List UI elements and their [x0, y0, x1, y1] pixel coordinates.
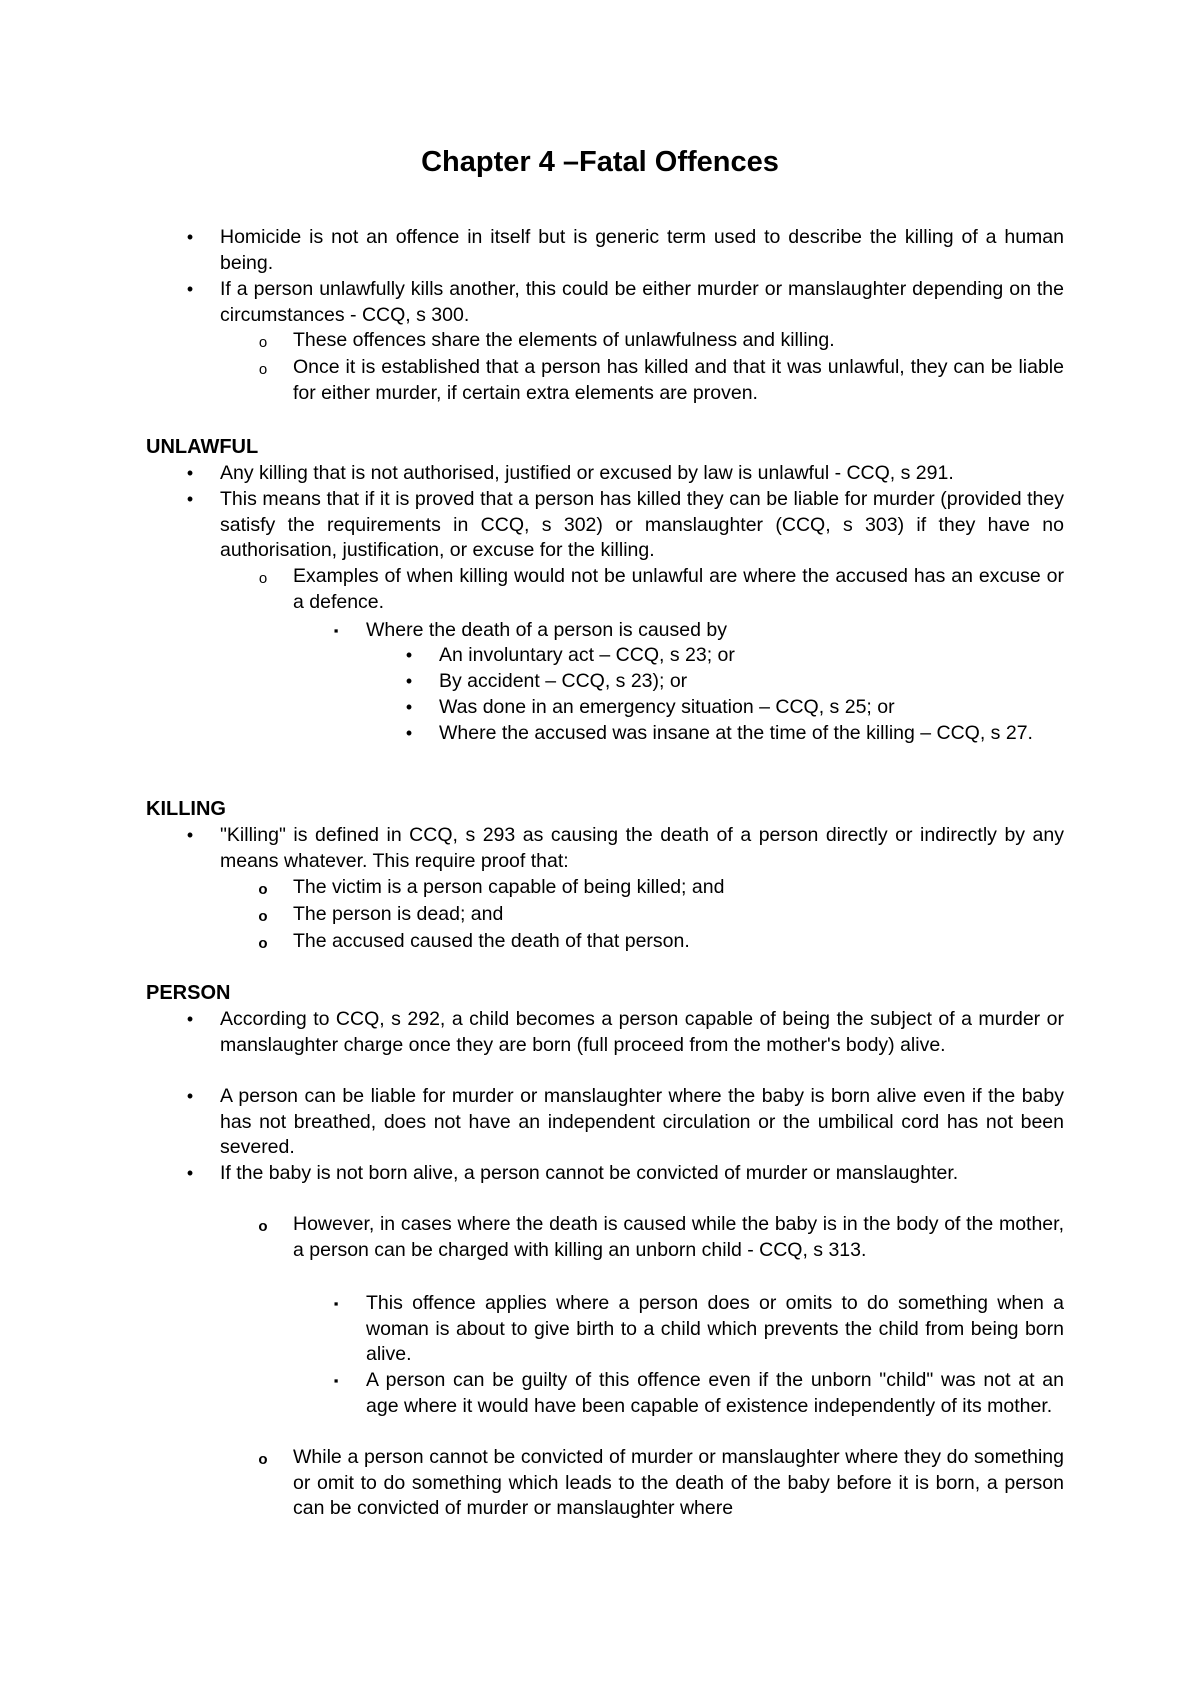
page-title: Chapter 4 –Fatal Offences	[421, 146, 779, 178]
killing-sub-2: The person is dead; and	[293, 903, 504, 925]
bullet-marker: •	[405, 697, 413, 717]
bullet-marker: •	[186, 1009, 194, 1029]
bullet-marker: •	[186, 825, 194, 845]
unlawful-bullet-2: This means that if it is proved that a person has killed they can be liable for murder (provided they satisfy the requirements in CCQ, s 302) or manslaughter (CCQ, s 303) if they have no authorisation, justification, or excuse for the killing.	[220, 488, 1064, 561]
unlawful-square-1: Where the death of a person is caused by	[366, 619, 727, 641]
unlawful-cause-3: Was done in an emergency situation – CCQ, s 25; or	[439, 696, 895, 718]
unlawful-cause-2: By accident – CCQ, s 23); or	[439, 670, 688, 692]
bullet-marker: •	[186, 463, 194, 483]
unlawful-bullet-1: Any killing that is not authorised, justified or excused by law is unlawful - CCQ, s 291.	[220, 462, 954, 484]
bullet-marker: •	[186, 1086, 194, 1106]
circle-marker: o	[258, 908, 268, 925]
bullet-marker: •	[186, 279, 194, 299]
section-heading-killing: KILLING	[146, 798, 226, 820]
section-heading-person: PERSON	[146, 982, 231, 1004]
unlawful-sub-1: Examples of when killing would not be unlawful are where the accused has an excuse or a defence.	[293, 565, 1064, 613]
person-sub-1: However, in cases where the death is caused while the baby is in the body of the mother, a person can be charged with killing an unborn child - CCQ, s 313.	[293, 1213, 1064, 1261]
circle-marker: o	[258, 361, 268, 378]
unlawful-cause-4: Where the accused was insane at the time of the killing – CCQ, s 27.	[439, 722, 1033, 744]
killing-bullet-1: "Killing" is defined in CCQ, s 293 as causing the death of a person directly or indirectly by any means whatever. This require proof that:	[220, 824, 1064, 872]
circle-marker: o	[258, 1218, 268, 1235]
square-marker: ▪	[333, 1373, 339, 1388]
person-square-2: A person can be guilty of this offence even if the unborn "child" was not at an age where it would have been capable of existence independently of its mother.	[366, 1369, 1064, 1417]
bullet-marker: •	[186, 1163, 194, 1183]
circle-marker: o	[258, 334, 268, 351]
circle-marker: o	[258, 935, 268, 952]
intro-sub-1: These offences share the elements of unlawfulness and killing.	[293, 329, 835, 351]
intro-bullet-2: If a person unlawfully kills another, this could be either murder or manslaughter depending on the circumstances - CCQ, s 300.	[220, 278, 1064, 326]
bullet-marker: •	[405, 671, 413, 691]
square-marker: ▪	[333, 623, 339, 638]
person-bullet-1: According to CCQ, s 292, a child becomes a person capable of being the subject of a murder or manslaughter charge once they are born (full proceed from the mother's body) alive.	[220, 1008, 1064, 1056]
circle-marker: o	[258, 881, 268, 898]
intro-bullet-1: Homicide is not an offence in itself but is generic term used to describe the killing of a human being.	[220, 226, 1064, 274]
person-square-1: This offence applies where a person does or omits to do something when a woman is about to give birth to a child which prevents the child from being born alive.	[366, 1292, 1064, 1365]
bullet-marker: •	[186, 227, 194, 247]
bullet-marker: •	[405, 723, 413, 743]
bullet-marker: •	[405, 645, 413, 665]
unlawful-cause-1: An involuntary act – CCQ, s 23; or	[439, 644, 735, 666]
person-bullet-2: A person can be liable for murder or manslaughter where the baby is born alive even if the baby has not breathed, does not have an independent circulation or the umbilical cord has not been severed.	[220, 1085, 1064, 1158]
person-sub-2: While a person cannot be convicted of murder or manslaughter where they do something or omit to do something which leads to the death of the baby before it is born, a person can be convicted of murder or manslaughter where	[293, 1446, 1064, 1519]
circle-marker: o	[258, 1451, 268, 1468]
section-heading-unlawful: UNLAWFUL	[146, 436, 259, 458]
person-bullet-3: If the baby is not born alive, a person cannot be convicted of murder or manslaughter.	[220, 1162, 959, 1184]
killing-sub-3: The accused caused the death of that person.	[293, 930, 690, 952]
circle-marker: o	[258, 570, 268, 587]
square-marker: ▪	[333, 1296, 339, 1311]
intro-sub-2: Once it is established that a person has killed and that it was unlawful, they can be liable for either murder, if certain extra elements are proven.	[293, 356, 1064, 404]
killing-sub-1: The victim is a person capable of being killed; and	[293, 876, 725, 898]
bullet-marker: •	[186, 489, 194, 509]
